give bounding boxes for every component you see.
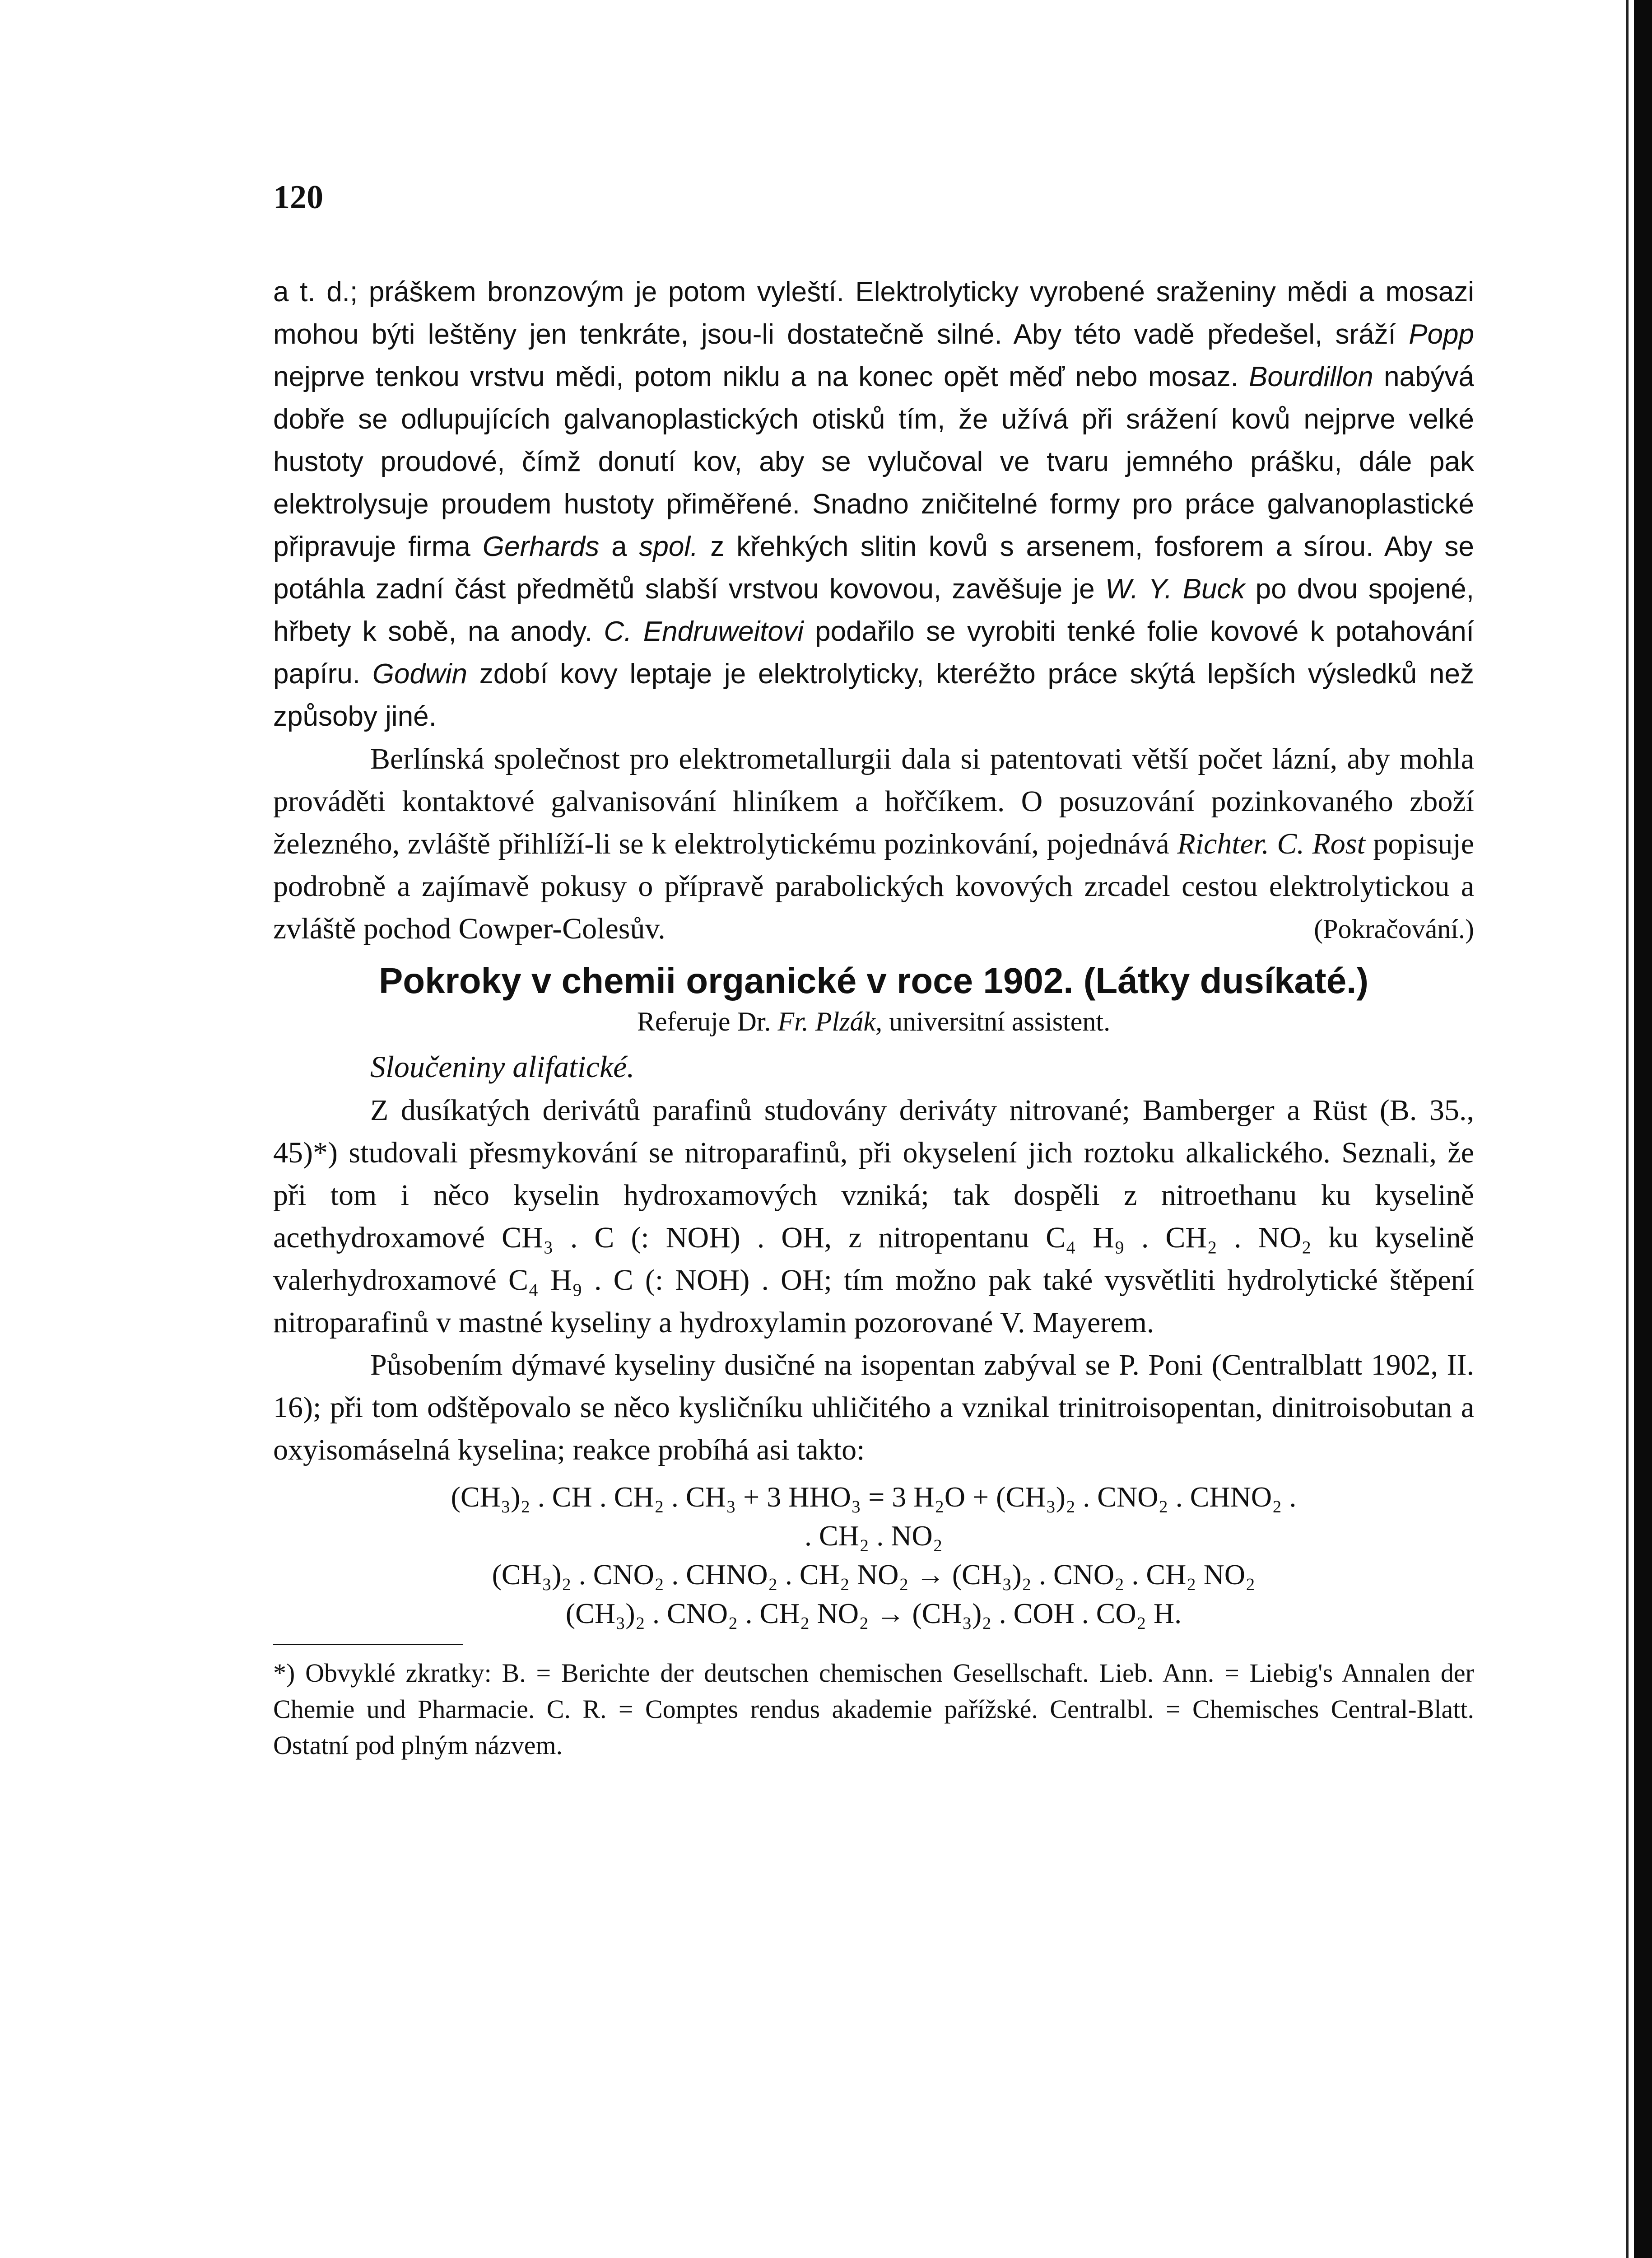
text-run: a t. d.; práškem bronzovým je potom vyleští. Elektrolyticky vyrobené sraženiny mědi a mosazi mohou býti leštěny jen tenkráte, jsou-li dostatečně silné. Aby této vadě předešel, sráží — [273, 276, 1474, 350]
name-spol: spol. — [639, 531, 698, 562]
text-run: nabývá dobře se odlupujících galvanoplastických otisků tím, že užívá při srážení kovů nejprve velké hustoty proudové, čímž donutí kov, aby se vylučoval ve tvaru jemného prášku, dále pak elektrolysuje proudem hustoty přiměřené. Snadno zničitelné formy pro práce galvanoplastické připravuje firma — [273, 361, 1474, 562]
page-edge-line — [1626, 0, 1629, 2258]
text-run — [1269, 827, 1277, 860]
text-run: z křehkých slitin kovů s arsenem, fosforem a sírou. Aby se potáhla zadní část předmětů slabší vrstvou kovovou, zavěšuje je — [273, 531, 1474, 605]
formula-line: (CH₃)₂ . CNO₂ . CHNO₂ . CH₂ NO₂ → (CH₃)₂ . CNO₂ . CH₂ NO₂ — [492, 1558, 1256, 1591]
name-bourdillon: Bourdillon — [1249, 361, 1373, 392]
text-column — [273, 271, 1474, 1763]
text-run: popisuje podrobně a zajímavě pokusy o přípravě parabolických kovových zrcadel cestou elektrolytickou a zvláště pochod Cowper-Colesův. — [273, 827, 1475, 945]
formula-line: (CH₃)₂ . CH . CH₂ . CH₃ + 3 HHO₃ = 3 H₂O + (CH₃)₂ . CNO₂ . CHNO₂ . — [451, 1481, 1297, 1513]
text-run: a — [599, 531, 639, 562]
text-run: Berlínská společnost pro elektrometallurgii dala si patentovati větší počet lázní, aby mohla prováděti kontaktové galvanisování hliníkem a hořčíkem. O posuzování pozinkovaného zboží železného, zvláště přihlíží-li se k elektrolytickému pozinkování, pojednává — [273, 742, 1474, 860]
name-rost: C. Rost — [1277, 827, 1365, 860]
continuation-note: (Pokračování.) — [1314, 914, 1474, 944]
text-run: po dvou spojené, hřbety k sobě, na anody. — [273, 574, 1474, 647]
page-edge — [1634, 0, 1652, 2258]
byline-suffix: universitní assistent. — [882, 1007, 1111, 1036]
name-richter: Richter. — [1177, 827, 1269, 860]
name-buck: W. Y. Buck — [1105, 574, 1245, 605]
name-endruweit: C. Endruweitovi — [604, 616, 804, 647]
footnote: *) Obvyklé zkratky: B. = Berichte der deutschen chemischen Gesellschaft. Lieb. Ann. = Liebig's Annalen der Chemie und Pharmacie. C. R. = Comptes rendus akademie pařížské. Centralbl. = Chemisches Central-Blatt. Ostatní pod plným názvem. — [273, 1658, 1474, 1760]
footnote-divider — [273, 1644, 463, 1645]
paragraph-isopentan: Působením dýmavé kyseliny dusičné na isopentan zabýval se P. Poni (Centralblatt 1902, II. 16); při tom odštěpovalo se něco kysličníku uhličitého a vznikal trinitroisopentan, dinitroisobutan a oxyisomáselná kyselina; reakce probíhá asi takto: — [273, 1348, 1474, 1466]
paragraph-berlin-company — [273, 738, 1474, 950]
author-name: Fr. Plzák, — [777, 1007, 883, 1036]
name-gerhards: Gerhards — [482, 531, 600, 562]
section-heading: Pokroky v chemii organické v roce 1902. (Látky dusíkaté.) — [378, 961, 1369, 1001]
text-run: nejprve tenkou vrstvu mědi, potom niklu a na konec opět měď nebo mosaz. — [273, 361, 1249, 392]
paragraph-nitro-derivatives: Z dusíkatých derivátů parafinů studovány deriváty nitrované; Bamberger a Rüst (B. 35., 45)*) studovali přesmykování se nitroparafinů, při okyselení jich roztoku alkalického. Seznali, že při tom i něco kyselin hydroxamových vzniká; tak dospěli z nitroethanu ku kyselině acethydroxamové CH₃ . C (: NOH) . OH, z nitropentanu C₄ H₉ . CH₂ . NO₂ ku kyselině valerhydroxamové C₄ H₉ . C (: NOH) . OH; tím možno pak také vysvětliti hydrolytické štěpení nitroparafinů v mastné kyseliny a hydroxylamin pozorované V. Mayerem. — [273, 1094, 1474, 1339]
text-run: podařilo se vyrobiti tenké folie kovové k potahování papíru. — [273, 616, 1474, 690]
name-popp: Popp — [1409, 319, 1474, 350]
name-godwin: Godwin — [372, 658, 468, 690]
paragraph-electrolytic-copies — [273, 271, 1474, 738]
subheading: Sloučeniny alifatické. — [370, 1050, 635, 1084]
formula-line: (CH₃)₂ . CNO₂ . CH₂ NO₂ → (CH₃)₂ . COH . CO₂ H. — [565, 1597, 1182, 1629]
page-number: 120 — [273, 179, 323, 216]
formula-line: . CH₂ . NO₂ — [805, 1520, 943, 1552]
byline — [273, 1003, 1474, 1040]
byline-prefix: Referuje Dr. — [637, 1007, 778, 1036]
text-run: zdobí kovy leptaje je elektrolyticky, kteréžto práce skýtá lepších výsledků než způsoby jiné. — [273, 658, 1475, 732]
